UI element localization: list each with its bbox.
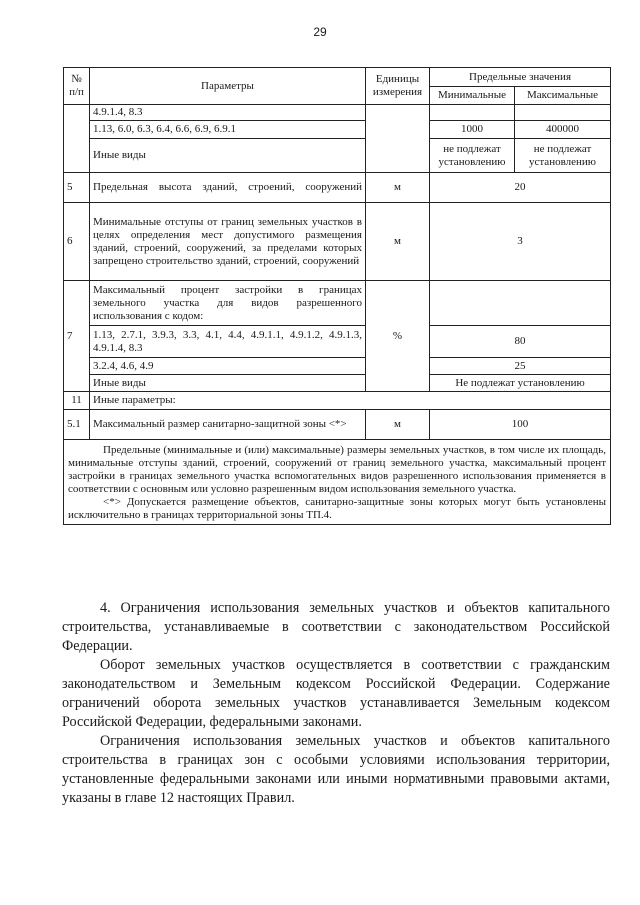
r4-other: Иные виды [90, 139, 366, 173]
paragraph-land-turnover: Оборот земельных участков осуществляется в соответствии с гражданским законодательством и Земельным кодексом Российской Федерации. Содержание ограничений оборота земельных участков устанавливается Земельным кодексом Российской Федерации, федеральными законами. [62, 657, 610, 730]
table-notes [64, 440, 611, 525]
r7-codes-b: 3.2.4, 4.6, 4.9 [90, 358, 366, 375]
r4-min-a [430, 105, 515, 121]
r7-value-other: Не подлежат установлению [430, 375, 611, 392]
body-text [62, 599, 610, 808]
header-max: Максимальные [515, 87, 611, 105]
r6-unit: м [366, 203, 430, 281]
header-param: Параметры [90, 68, 366, 105]
r7-codes-a: 1.13, 2.7.1, 3.9.3, 3.3, 4.1, 4.4, 4.9.1.1, 4.9.1.2, 4.9.1.3, 4.9.1.4, 8.3 [90, 326, 366, 358]
r6-param: Минимальные отступы от границ земельных участков в целях определения мест допустимого размещения зданий, строений, сооружений, за пределами которых запрещено строительство зданий, строений, сооружений [90, 203, 366, 281]
r51-value: 100 [430, 410, 611, 440]
header-units: Единицы измерения [366, 68, 430, 105]
r11-param: Иные параметры: [90, 392, 611, 410]
r4-max-a [515, 105, 611, 121]
r11-num: 11 [64, 392, 90, 410]
r4-max-b: 400000 [515, 121, 611, 139]
header-num: № п/п [64, 68, 90, 105]
r5-num: 5 [64, 173, 90, 203]
r6-num: 6 [64, 203, 90, 281]
r7-value-b: 25 [430, 358, 611, 375]
r7-unit: % [366, 281, 430, 392]
header-min: Минимальные [430, 87, 515, 105]
r7-value-a: 80 [430, 326, 611, 358]
header-limits: Предельные значения [430, 68, 611, 87]
r5-unit: м [366, 173, 430, 203]
r5-value: 20 [430, 173, 611, 203]
r7-value-blank [430, 281, 611, 326]
r4-codes-b: 1.13, 6.0, 6.3, 6.4, 6.6, 6.9, 6.9.1 [90, 121, 366, 139]
page-number: 29 [313, 25, 327, 39]
r7-param: Максимальный процент застройки в границах земельного участка для видов разрешенного использования с кодом: [90, 281, 366, 326]
note-footnote: <*> Допускается размещение объектов, санитарно-защитные зоны которых могут быть установлены исключительно в границах территориальной зоны ТП.4. [68, 496, 606, 521]
paragraph-special-zones: Ограничения использования земельных участков и объектов капитального строительства в границах зон с особыми условиями использования территории, установленные федеральными законами или иными нормативными правовыми актами, указаны в главе 12 настоящих Правил. [62, 733, 610, 806]
r51-unit: м [366, 410, 430, 440]
r7-num: 7 [64, 281, 90, 392]
r51-num: 5.1 [64, 410, 90, 440]
r51-param: Максимальный размер санитарно-защитной зоны <*> [90, 410, 366, 440]
r7-other: Иные виды [90, 375, 366, 392]
r4-max-other: не подлежат установлению [515, 139, 611, 173]
note-general: Предельные (минимальные и (или) максимальные) размеры земельных участков, в том числе их площадь, минимальные отступы зданий, строений, сооружений от границ земельного участка, максимальный процент застройки в границах земельного участка вспомогательных видов разрешенного использования применяется в соответствии с основным или условно разрешенным видом использования земельного участка. [68, 444, 606, 495]
r4-unit-cell [366, 105, 430, 173]
r4-min-b: 1000 [430, 121, 515, 139]
r4-min-other: не подлежат установлению [430, 139, 515, 173]
paragraph-restrictions-heading: 4. Ограничения использования земельных участков и объектов капитального строительства, устанавливаемые в соответствии с законодательством Российской Федерации. [62, 600, 610, 654]
r4-num-cell [64, 105, 90, 173]
r5-param: Предельная высота зданий, строений, сооружений [90, 173, 366, 203]
r6-value: 3 [430, 203, 611, 281]
parameters-table [63, 67, 611, 525]
r4-codes-a: 4.9.1.4, 8.3 [90, 105, 366, 121]
